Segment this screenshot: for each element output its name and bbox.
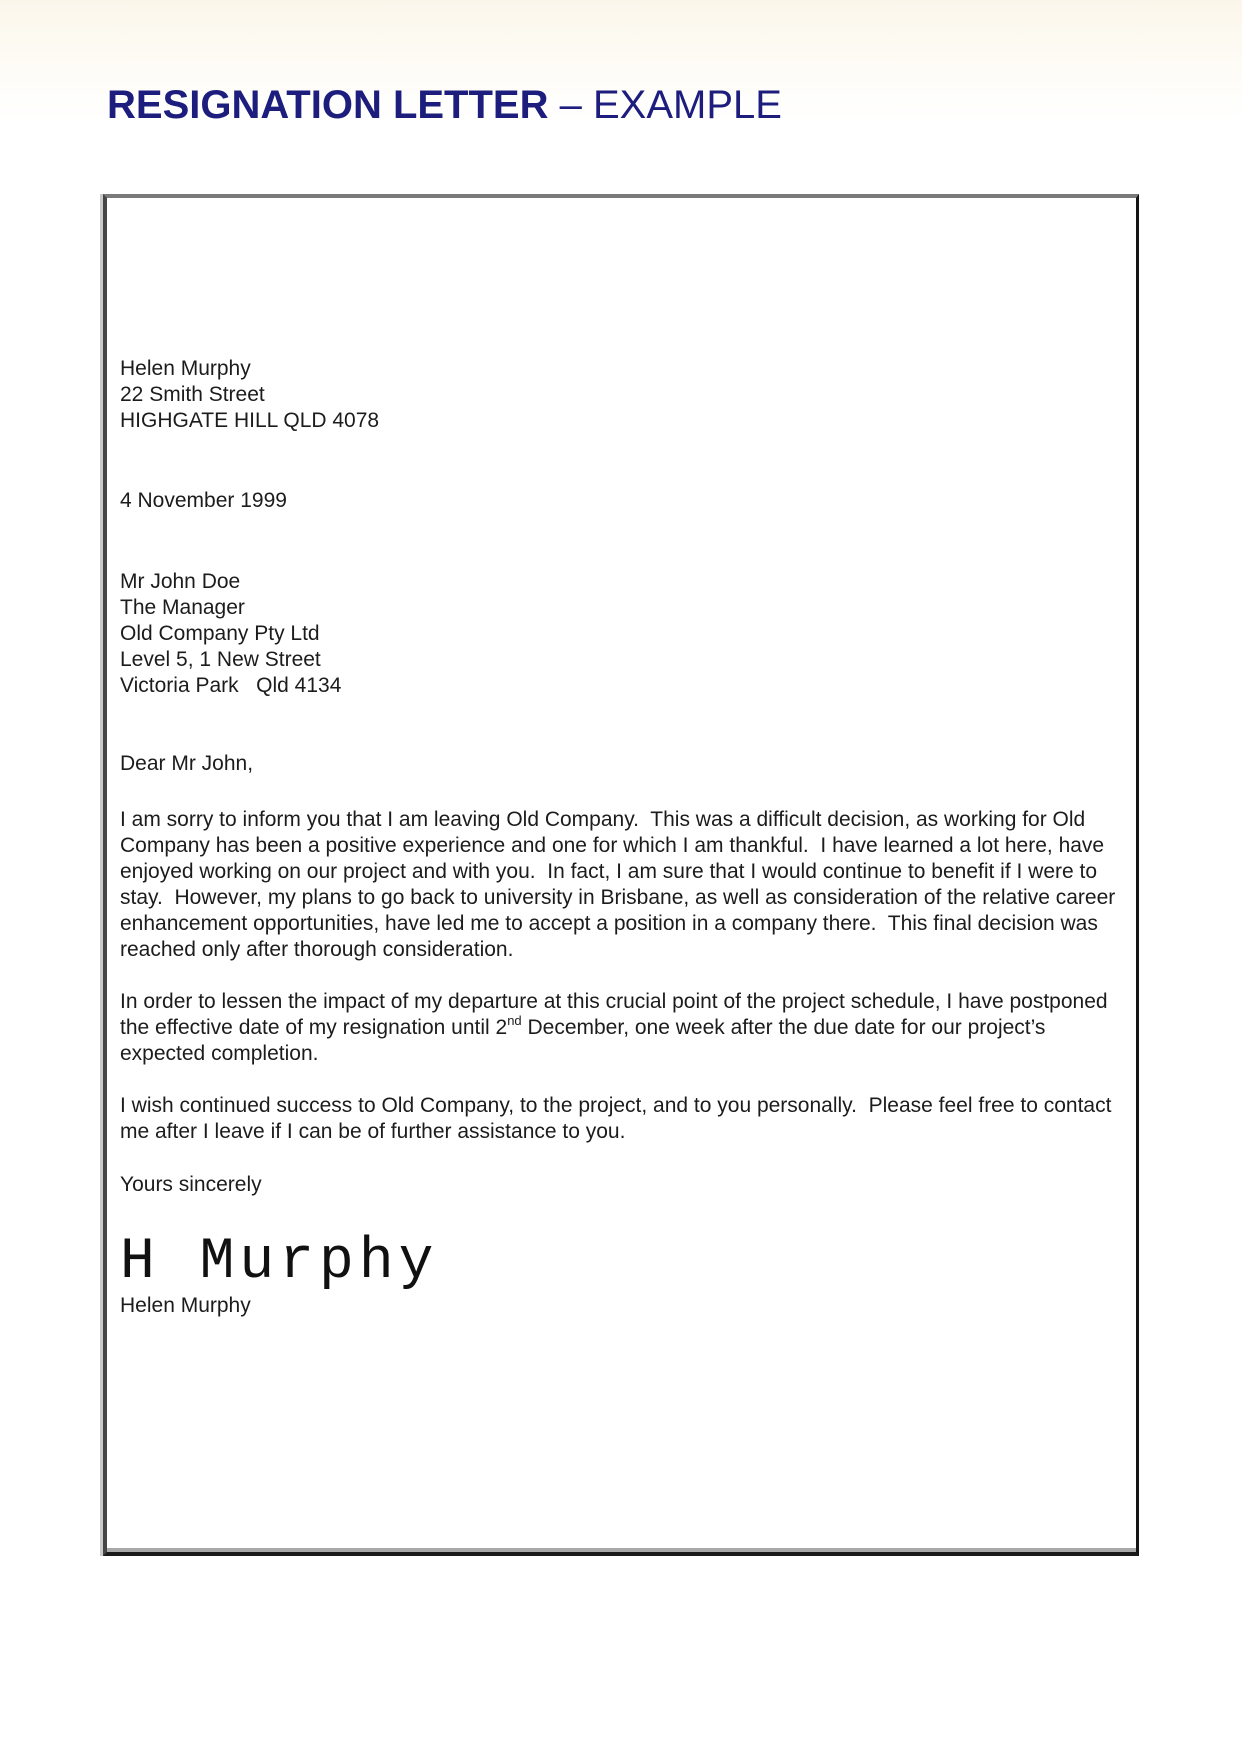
- paragraph-3: I wish continued success to Old Company, to the project, and to you personally. Please feel free to contact me after I leave if I can be of further assistance to you.: [120, 1094, 1118, 1143]
- salutation: Dear Mr John,: [120, 752, 254, 775]
- sender-suburb: HIGHGATE HILL QLD 4078: [120, 409, 380, 432]
- closing-line: Yours sincerely: [120, 1173, 262, 1196]
- recipient-company: Old Company Pty Ltd: [120, 622, 320, 645]
- page-title-bold-segment: RESIGNATION LETTER: [107, 83, 549, 127]
- recipient-suburb: Victoria Park Qld 4134: [120, 674, 342, 697]
- page-title: [0, 0, 1242, 126]
- recipient-title: The Manager: [120, 596, 245, 619]
- letter-date: 4 November 1999: [120, 489, 287, 512]
- paragraph-2-text-after-ordinal: December, one week after the due date for our project’s expected completion.: [120, 1016, 1052, 1065]
- letter-content: [107, 198, 1136, 1319]
- recipient-street: Level 5, 1 New Street: [120, 648, 321, 671]
- signed-name: Helen Murphy: [120, 1294, 251, 1317]
- handwritten-style-signature: H Murphy: [120, 1230, 439, 1295]
- paragraph-1: I am sorry to inform you that I am leaving Old Company. This was a difficult decision, as working for Old Company has been a positive experience and one for which I am thankful. I have learned a lot here, have enjoyed working on our project and with you. In fact, I am sure that I would continue to benefit if I were to stay. However, my plans to go back to university in Brisbane, as well as consideration of the relative career enhancement opportunities, have led me to accept a position in a company there. This final decision was reached only after thorough consideration.: [120, 808, 1122, 961]
- page-title-regular-segment: – EXAMPLE: [559, 83, 782, 127]
- recipient-address-block: [120, 569, 1116, 699]
- sender-street: 22 Smith Street: [120, 383, 265, 406]
- recipient-name: Mr John Doe: [120, 570, 241, 593]
- ordinal-superscript: nd: [507, 1013, 522, 1028]
- paragraph-2: [120, 989, 1116, 1067]
- sender-name: Helen Murphy: [120, 357, 251, 380]
- sender-address-block: [120, 356, 1116, 434]
- letter-frame: [103, 194, 1139, 1556]
- paragraph-2-text-before-ordinal: In order to lessen the impact of my departure at this crucial point of the project schedule, I have postponed the effective date of my resignation until 2: [120, 990, 1114, 1039]
- letterhead-blank-space: [120, 198, 1116, 356]
